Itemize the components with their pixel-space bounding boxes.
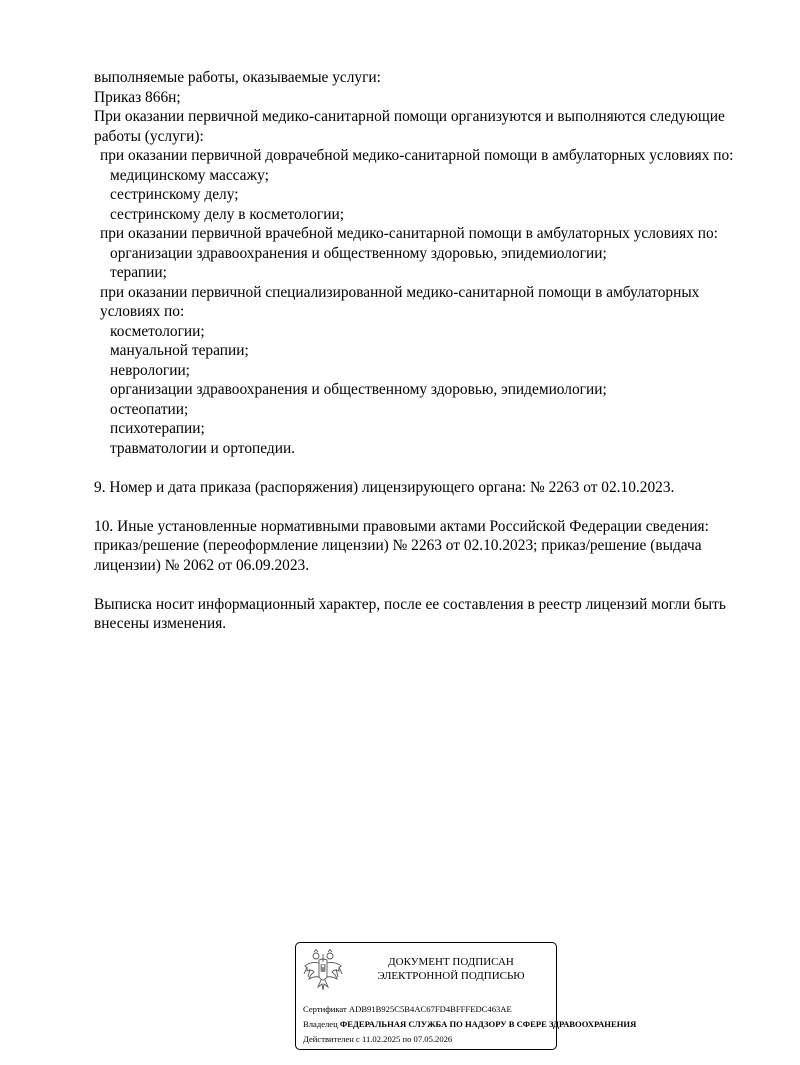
certificate-value: ADB91B925C5B4AC67FD4BFFFEDC463AE	[348, 1004, 512, 1014]
certificate-row	[303, 1002, 555, 1017]
text-line: При оказании первичной медико-санитарной помощи организуются и выполняются следующие работы (услуги):	[94, 108, 725, 145]
document-body	[94, 68, 754, 634]
text-line: психотерапии;	[110, 420, 205, 437]
spacer	[94, 575, 754, 595]
text-line: при оказании первичной доврачебной медико-санитарной помощи в амбулаторных условиях по:	[100, 147, 734, 164]
text-line: медицинскому массажу;	[110, 166, 269, 184]
owner-row	[303, 1017, 637, 1032]
stamp-details	[303, 1002, 637, 1047]
stamp-title-line: ДОКУМЕНТ ПОДПИСАН	[388, 956, 514, 968]
text-line: терапии;	[110, 264, 167, 281]
spacer	[94, 458, 754, 478]
text-line: неврологии;	[110, 361, 190, 379]
text-line: остеопатии;	[110, 400, 189, 418]
text-line: косметологии;	[110, 322, 205, 340]
section-9: 9. Номер и дата приказа (распоряжения) лицензирующего органа: № 2263 от 02.10.2023.	[94, 478, 675, 496]
text-line: организации здравоохранения и общественному здоровью, эпидемиологии;	[110, 244, 607, 262]
signature-stamp	[295, 942, 637, 1050]
text-line: при оказании первичной специализированной медико-санитарной помощи в амбулаторных условиях по:	[100, 283, 700, 320]
validity-row: Действителен с 11.02.2025 по 07.05.2026	[303, 1034, 453, 1044]
text-line: сестринскому делу;	[110, 186, 239, 203]
text-line: мануальной терапии;	[110, 342, 249, 359]
certificate-label: Сертификат	[303, 1004, 347, 1014]
text-line: при оказании первичной врачебной медико-санитарной помощи в амбулаторных условиях по:	[100, 225, 718, 242]
stamp-title-line: ЭЛЕКТРОННОЙ ПОДПИСЬЮ	[377, 970, 525, 982]
section-10: 10. Иные установленные нормативными правовыми актами Российской Федерации сведения: приказ/решение (переоформление лицензии) № 2263 от 02.10.2023; приказ/решение (выдача лицензии) № 2062 от 06.09.2023.	[94, 517, 709, 574]
owner-value: ФЕДЕРАЛЬНАЯ СЛУЖБА ПО НАДЗОРУ В СФЕРЕ ЗДРАВООХРАНЕНИЯ	[339, 1019, 637, 1029]
owner-label: Владелец	[303, 1019, 338, 1029]
stamp-title	[352, 955, 550, 983]
spacer	[94, 497, 754, 517]
text-line: травматологии и ортопедии.	[110, 439, 296, 457]
text-line: организации здравоохранения и общественному здоровью, эпидемиологии;	[110, 381, 607, 398]
text-line: Приказ 866н;	[94, 88, 181, 106]
text-line: сестринскому делу в косметологии;	[110, 205, 344, 223]
text-line: выполняемые работы, оказываемые услуги:	[94, 69, 381, 86]
disclaimer-note: Выписка носит информационный характер, после ее составления в реестр лицензий могли быть внесены изменения.	[94, 595, 726, 632]
coat-of-arms-emblem-icon	[302, 949, 344, 993]
